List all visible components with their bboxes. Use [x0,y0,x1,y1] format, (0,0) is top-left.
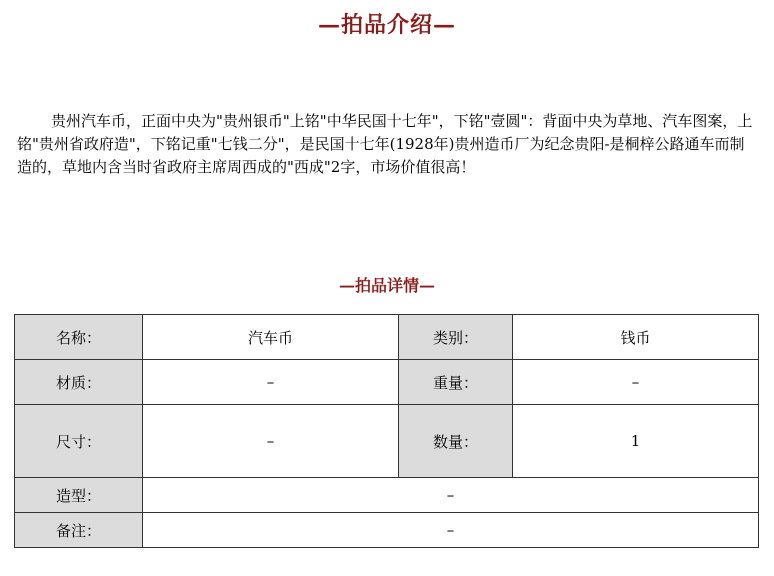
table-row [15,513,759,548]
details-title: —拍品详情— [338,276,435,295]
shape-label: 造型： [15,478,143,513]
material-label: 材质： [15,360,143,405]
weight-label: 重量： [399,360,513,405]
page-title: —拍品介绍— [317,12,456,38]
size-value: – [143,405,399,478]
size-label: 尺寸： [15,405,143,478]
quantity-label: 数量： [399,405,513,478]
remark-label: 备注： [15,513,143,548]
category-label: 类别： [399,315,513,360]
quantity-value: 1 [513,405,759,478]
shape-value: – [143,478,759,513]
table-row [15,360,759,405]
name-label: 名称： [15,315,143,360]
item-description: 贵州汽车币，正面中央为"贵州银币"上铭"中华民国十七年"，下铭"壹圆"：背面中央为草地、汽车图案，上铭"贵州省政府造"，下铭记重"七钱二分"，是民国十七年(1928年)贵州造币厂为纪念贵阳-是桐梓公路通车而制造的，草地内含当时省政府主席周西成的"西成"2字，市场价值很高！ [17,112,753,176]
material-value: – [143,360,399,405]
category-value: 钱币 [513,315,759,360]
remark-value: – [143,513,759,548]
details-table [14,314,759,548]
name-value: 汽车币 [143,315,399,360]
table-row [15,478,759,513]
table-row [15,405,759,478]
table-row [15,315,759,360]
weight-value: – [513,360,759,405]
